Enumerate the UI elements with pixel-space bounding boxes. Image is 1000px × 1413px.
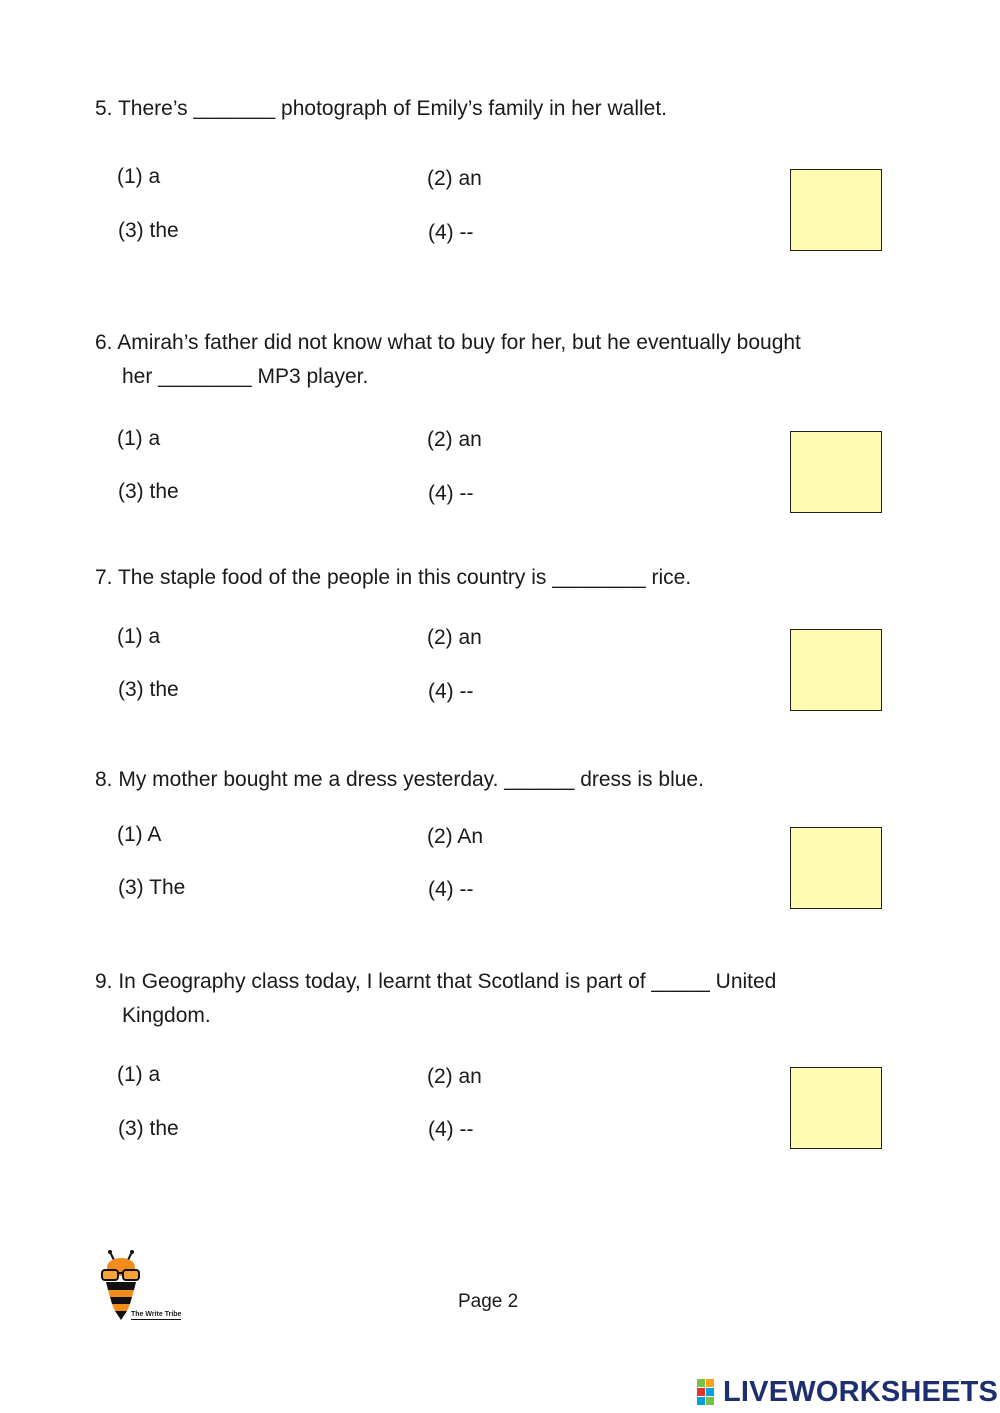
page-number: Page 2	[458, 1291, 519, 1312]
question-5-option-4: (4) --	[428, 221, 474, 244]
question-9-option-3: (3) the	[118, 1117, 179, 1140]
question-7-option-2: (2) an	[427, 626, 482, 649]
question-9-option-1: (1) a	[117, 1063, 161, 1086]
question-7-stem: 7. The staple food of the people in this country is ________ rice.	[95, 566, 692, 589]
question-6-answer-box[interactable]	[790, 431, 882, 513]
question-7-option-3: (3) the	[118, 678, 179, 701]
question-8-stem: 8. My mother bought me a dress yesterday. ______ dress is blue.	[95, 768, 704, 791]
question-8-answer-box[interactable]	[790, 827, 882, 909]
question-8-option-3: (3) The	[118, 876, 186, 899]
question-5-option-3: (3) the	[118, 219, 179, 242]
question-7-option-4: (4) --	[428, 680, 474, 703]
question-6-option-3: (3) the	[118, 480, 179, 503]
question-6-option-4: (4) --	[428, 482, 474, 505]
question-8-option-4: (4) --	[428, 878, 474, 901]
question-9-option-4: (4) --	[428, 1118, 474, 1141]
question-6-option-2: (2) an	[427, 428, 482, 451]
question-9-answer-box[interactable]	[790, 1067, 882, 1149]
question-6-stem: 6. Amirah’s father did not know what to buy for her, but he eventually bought her ________ MP3 player.	[95, 331, 801, 388]
question-5-stem: 5. There’s _______ photograph of Emily’s family in her wallet.	[95, 97, 667, 120]
question-6-option-1: (1) a	[117, 427, 161, 450]
question-5-answer-box[interactable]	[790, 169, 882, 251]
question-9-option-2: (2) an	[427, 1065, 482, 1088]
question-8-option-2: (2) An	[427, 825, 484, 848]
liveworksheets-brand[interactable]	[697, 1376, 998, 1409]
liveworksheets-logo-icon	[697, 1379, 723, 1407]
liveworksheets-wordmark: LIVEWORKSHEETS	[723, 1376, 999, 1408]
logo-text: The Write Tribe	[131, 1311, 182, 1318]
question-9-stem: 9. In Geography class today, I learnt that Scotland is part of _____ United Kingdom.	[95, 970, 777, 1027]
question-7-answer-box[interactable]	[790, 629, 882, 711]
question-5-option-1: (1) a	[117, 165, 161, 188]
question-7-option-1: (1) a	[117, 625, 161, 648]
question-8-option-1: (1) A	[117, 823, 162, 846]
question-5-option-2: (2) an	[427, 167, 482, 190]
